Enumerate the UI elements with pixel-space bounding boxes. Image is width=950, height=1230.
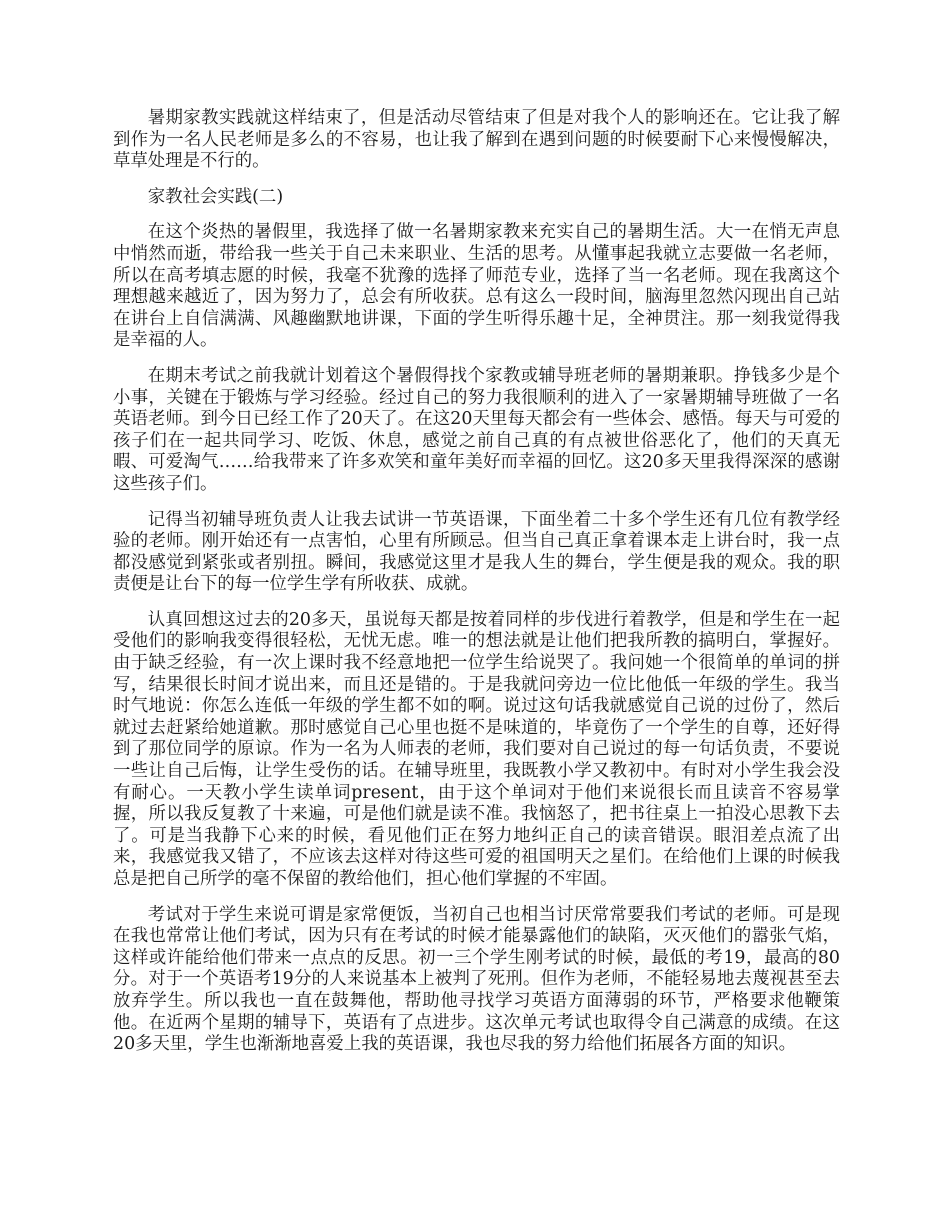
paragraph-3: 在期末考试之前我就计划着这个暑假得找个家教或辅导班老师的暑期兼职。挣钱多少是个小事，关键在于锻炼与学习经验。经过自己的努力我很顺利的进入了一家暑期辅导班做了一名英语老师。到今日已经工作了20天了。在这20天里每天都会有一些体会、感悟。每天与可爱的孩子们在一起共同学习、吃饭、休息，感觉之前自己真的有点被世俗恶化了，他们的天真无暇、可爱淘气……给我带来了许多欢笑和童年美好而幸福的回忆。这20多天里我得深深的感谢这些孩子们。 [113,365,840,494]
paragraph-4: 记得当初辅导班负责人让我去试讲一节英语课，下面坐着二十多个学生还有几位有教学经验的老师。刚开始还有一点害怕，心里有所顾忌。但当自己真正拿着课本走上讲台时，我一点都没感觉到紧张或者别扭。瞬间，我感觉这里才是我人生的舞台，学生便是我的观众。我的职责便是让台下的每一位学生学有所收获、成就。 [113,509,840,595]
section-heading: 家教社会实践(二) [147,186,284,207]
paragraph-1: 暑期家教实践就这样结束了，但是活动尽管结束了但是对我个人的影响还在。它让我了解到作为一名人民老师是多么的不容易，也让我了解到在遇到问题的时候要耐下心来慢慢解决，草草处理是不行的。 [113,108,840,172]
paragraph-2: 在这个炎热的暑假里，我选择了做一名暑期家教来充实自己的暑期生活。大一在悄无声息中悄然而逝，带给我一些关于自己未来职业、生活的思考。从懂事起我就立志要做一名老师，所以在高考填志愿的时候，我毫不犹豫的选择了师范专业，选择了当一名老师。现在我离这个理想越来越近了，因为努力了，总会有所收获。总有这么一段时间，脑海里忽然闪现出自己站在讲台上自信满满、风趣幽默地讲课，下面的学生听得乐趣十足，全神贯注。那一刻我觉得我是幸福的人。 [113,222,840,351]
document-body [113,108,840,1070]
paragraph-6: 考试对于学生来说可谓是家常便饭，当初自己也相当讨厌常常要我们考试的老师。可是现在我也常常让他们考试，因为只有在考试的时候才能暴露他们的缺陷，灭灭他们的嚣张气焰，这样或许能给他们带来一点点的反思。初一三个学生刚考试的时候，最低的考19，最高的80分。对于一个英语考19分的人来说基本上被判了死刑。但作为老师，不能轻易地去蔑视甚至去放弃学生。所以我也一直在鼓舞他，帮助他寻找学习英语方面薄弱的环节，严格要求他鞭策他。在近两个星期的辅导下，英语有了点进步。这次单元考试也取得令自己满意的成绩。在这20多天里，学生也渐渐地喜爱上我的英语课，我也尽我的努力给他们拓展各方面的知识。 [113,904,840,1055]
paragraph-5: 认真回想这过去的20多天，虽说每天都是按着同样的步伐进行着教学，但是和学生在一起受他们的影响我变得很轻松，无忧无虑。唯一的想法就是让他们把我所教的搞明白，掌握好。由于缺乏经验，有一次上课时我不经意地把一位学生给说哭了。我问她一个很简单的单词的拼写，结果很长时间才说出来，而且还是错的。于是我就问旁边一位比他低一年级的学生。我当时气地说：你怎么连低一年级的学生都不如的啊。说过这句话我就感觉自己说的过份了，然后就过去赶紧给她道歉。那时感觉自己心里也挺不是味道的，毕竟伤了一个学生的自尊，还好得到了那位同学的原谅。作为一名为人师表的老师，我们要对自己说过的每一句话负责，不要说一些让自己后悔，让学生受伤的话。在辅导班里，我既教小学又教初中。有时对小学生我会没有耐心。一天教小学生读单词present，由于这个单词对于他们来说很长而且读音不容易掌握，所以我反复教了十来遍，可是他们就是读不准。我恼怒了，把书往桌上一拍没心思教下去了。可是当我静下心来的时候，看见他们正在努力地纠正自己的读音错误。眼泪差点流了出来，我感觉我又错了，不应该去这样对待这些可爱的祖国明天之星们。在给他们上课的时候我总是把自己所学的毫不保留的教给他们，担心他们掌握的不牢固。 [113,609,840,889]
